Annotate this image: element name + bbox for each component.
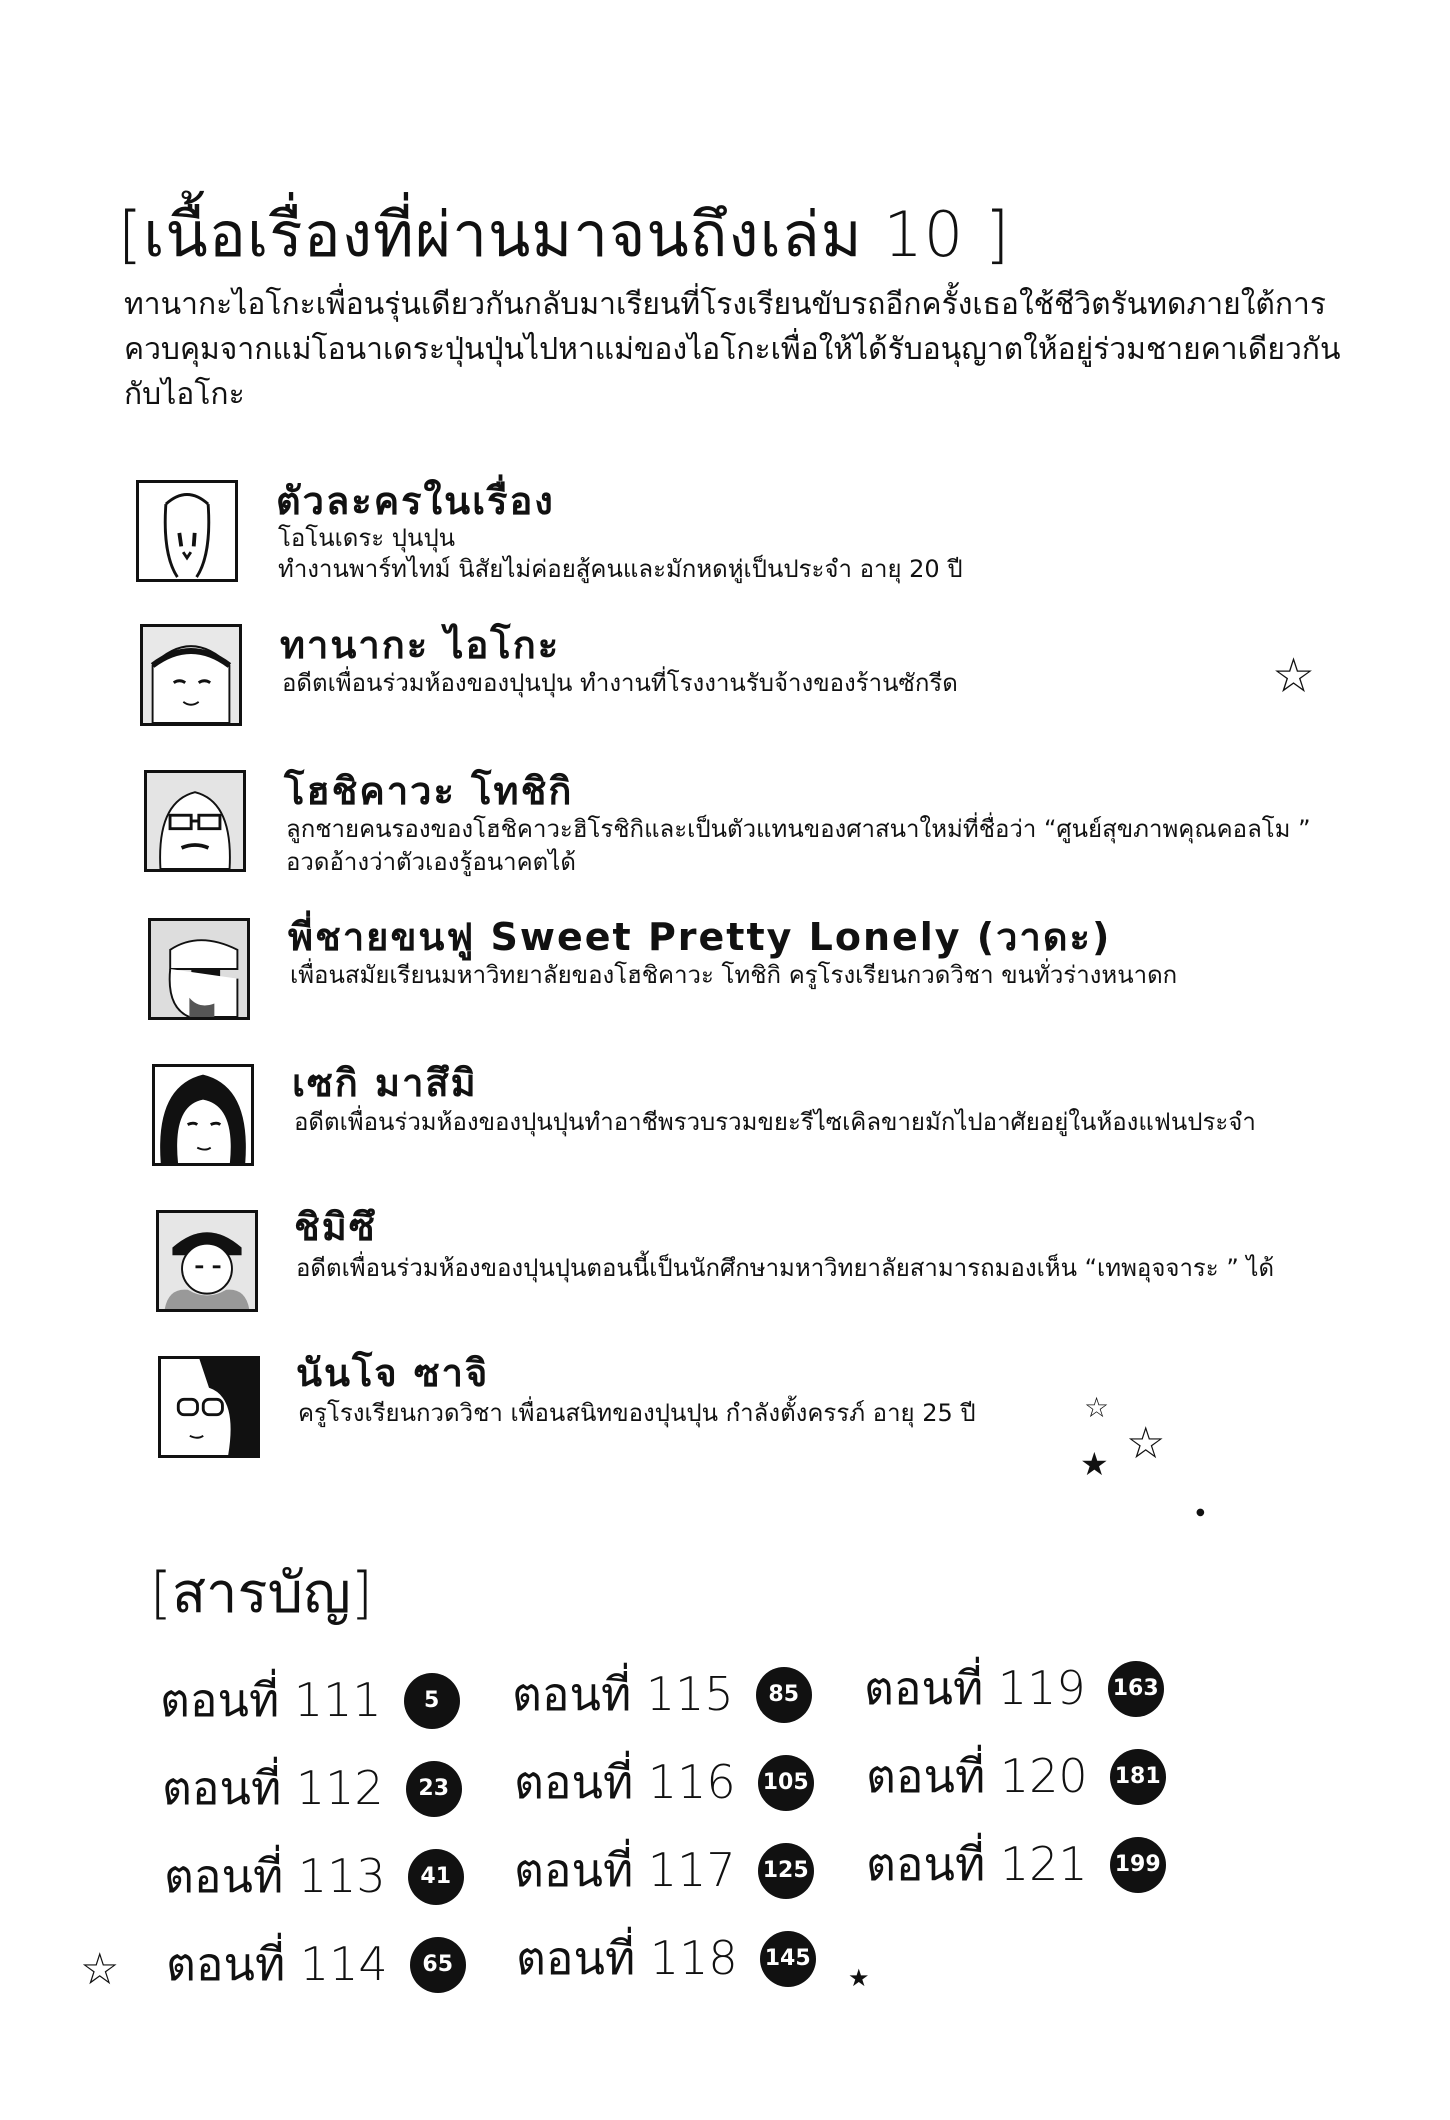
toc-item[interactable]	[514, 1746, 814, 1819]
toc-page-badge: 85	[756, 1667, 812, 1723]
character-desc: ครูโรงเรียนกวดวิชา เพื่อนสนิทของปุนปุน กำลังตั้งครรภ์ อายุ 25 ปี	[298, 1399, 976, 1427]
character-name: นันโจ ซาจิ	[296, 1351, 490, 1395]
summary-line: ทานากะไอโกะเพื่อนรุ่นเดียวกันกลับมาเรียนที่โรงเรียนขับรถอีกครั้งเธอใช้ชีวิตรันทดภายใต้การ	[124, 287, 1326, 322]
toc-chapter-label: ตอนที่ 112	[162, 1761, 384, 1815]
dot-icon: ●	[1196, 1507, 1205, 1518]
toc-chapter-label: ตอนที่ 115	[512, 1667, 734, 1721]
character-desc: โอโนเดระ ปุนปุน	[278, 524, 456, 552]
sachi-portrait-icon	[158, 1356, 260, 1458]
character-desc: ลูกชายคนรองของโฮชิคาวะฮิโรชิกิและเป็นตัวแทนของศาสนาใหม่ที่ชื่อว่า “ศูนย์สุขภาพคุณคอลโม ”	[286, 815, 1311, 843]
star-filled-icon: ★	[1080, 1445, 1109, 1483]
star-filled-icon: ★	[848, 1964, 870, 1992]
aiko-portrait-icon	[140, 624, 242, 726]
toc-page-badge: 181	[1110, 1749, 1166, 1805]
character-desc: ทำงานพาร์ทไทม์ นิสัยไม่ค่อยสู้คนและมักหดหู่เป็นประจำ อายุ 20 ปี	[278, 555, 963, 583]
star-outline-icon: ☆	[1126, 1418, 1166, 1469]
summary-line: ควบคุมจากแม่โอนาเดระปุ่นปุ่นไปหาแม่ของไอโกะเพื่อให้ได้รับอนุญาตให้อยู่ร่วมชายคาเดียวกัน	[124, 332, 1341, 367]
toc-item[interactable]	[166, 1928, 466, 2001]
toc-page-badge: 5	[404, 1673, 460, 1729]
toc-title: [สารบัญ]	[150, 1561, 373, 1626]
character-desc: เพื่อนสมัยเรียนมหาวิทยาลัยของโฮชิคาวะ โทชิกิ ครูโรงเรียนกวดวิชา ขนทั่วร่างหนาดก	[290, 961, 1178, 989]
toc-item[interactable]	[866, 1740, 1166, 1813]
toc-page-badge: 125	[758, 1843, 814, 1899]
toc-chapter-label: ตอนที่ 116	[514, 1755, 736, 1809]
toc-item[interactable]	[162, 1752, 462, 1825]
toc-item[interactable]	[516, 1922, 816, 1995]
toc-item[interactable]	[512, 1658, 812, 1731]
toc-chapter-label: ตอนที่ 120	[866, 1749, 1088, 1803]
star-outline-icon: ☆	[1084, 1391, 1110, 1424]
character-name: ชิมิซึ	[294, 1205, 377, 1249]
toc-item[interactable]	[864, 1652, 1164, 1725]
character-name: โฮชิคาวะ โทชิกิ	[284, 769, 574, 813]
punpun-bird-icon	[136, 480, 238, 582]
toc-chapter-label: ตอนที่ 114	[166, 1937, 388, 1991]
toshiki-portrait-icon	[144, 770, 246, 872]
toc-item[interactable]	[160, 1664, 460, 1737]
toc-page-badge: 163	[1108, 1661, 1164, 1717]
star-outline-icon: ☆	[80, 1944, 120, 1995]
toc-page-badge: 105	[758, 1755, 814, 1811]
character-name: เซกิ มาสึมิ	[292, 1061, 478, 1105]
toc-chapter-label: ตอนที่ 119	[864, 1661, 1086, 1715]
story-summary	[124, 282, 1341, 417]
seki-portrait-icon	[152, 1064, 254, 1166]
toc-page-badge: 23	[406, 1761, 462, 1817]
toc-page-badge: 65	[410, 1937, 466, 1993]
wada-portrait-icon	[148, 918, 250, 1020]
character-name: ทานากะ ไอโกะ	[280, 623, 561, 667]
toc-chapter-label: ตอนที่ 118	[516, 1931, 738, 1985]
star-outline-icon: ☆	[1272, 648, 1316, 704]
character-desc: อดีตเพื่อนร่วมห้องของปุนปุนทำอาชีพรวบรวมขยะรีไซเคิลขายมักไปอาศัยอยู่ในห้องแฟนประจำ	[294, 1108, 1256, 1136]
toc-chapter-label: ตอนที่ 111	[160, 1673, 382, 1727]
toc-chapter-label: ตอนที่ 113	[164, 1849, 386, 1903]
toc-chapter-label: ตอนที่ 121	[866, 1837, 1088, 1891]
characters-heading: ตัวละครในเรื่อง	[276, 479, 555, 523]
character-desc: อดีตเพื่อนร่วมห้องของปุนปุนตอนนี้เป็นนักศึกษามหาวิทยาลัยสามารถมองเห็น “เทพอุจจาระ ” ได้	[296, 1254, 1275, 1282]
summary-line: กับไอโกะ	[124, 377, 245, 412]
character-name: พี่ชายขนฟู Sweet Pretty Lonely (วาดะ)	[288, 915, 1112, 959]
toc-page-badge: 199	[1110, 1837, 1166, 1893]
toc-page-badge: 41	[408, 1849, 464, 1905]
shimizu-portrait-icon	[156, 1210, 258, 1312]
toc-page-badge: 145	[760, 1931, 816, 1987]
character-desc: อวดอ้างว่าตัวเองรู้อนาคตได้	[286, 848, 576, 876]
character-desc: อดีตเพื่อนร่วมห้องของปุนปุน ทำงานที่โรงงานรับจ้างของร้านซักรีด	[282, 669, 958, 697]
toc-item[interactable]	[866, 1828, 1166, 1901]
toc-item[interactable]	[164, 1840, 464, 1913]
toc-chapter-label: ตอนที่ 117	[514, 1843, 736, 1897]
page-title: [เนื้อเรื่องที่ผ่านมาจนถึงเล่ม 10 ]	[118, 198, 1011, 271]
toc-item[interactable]	[514, 1834, 814, 1907]
